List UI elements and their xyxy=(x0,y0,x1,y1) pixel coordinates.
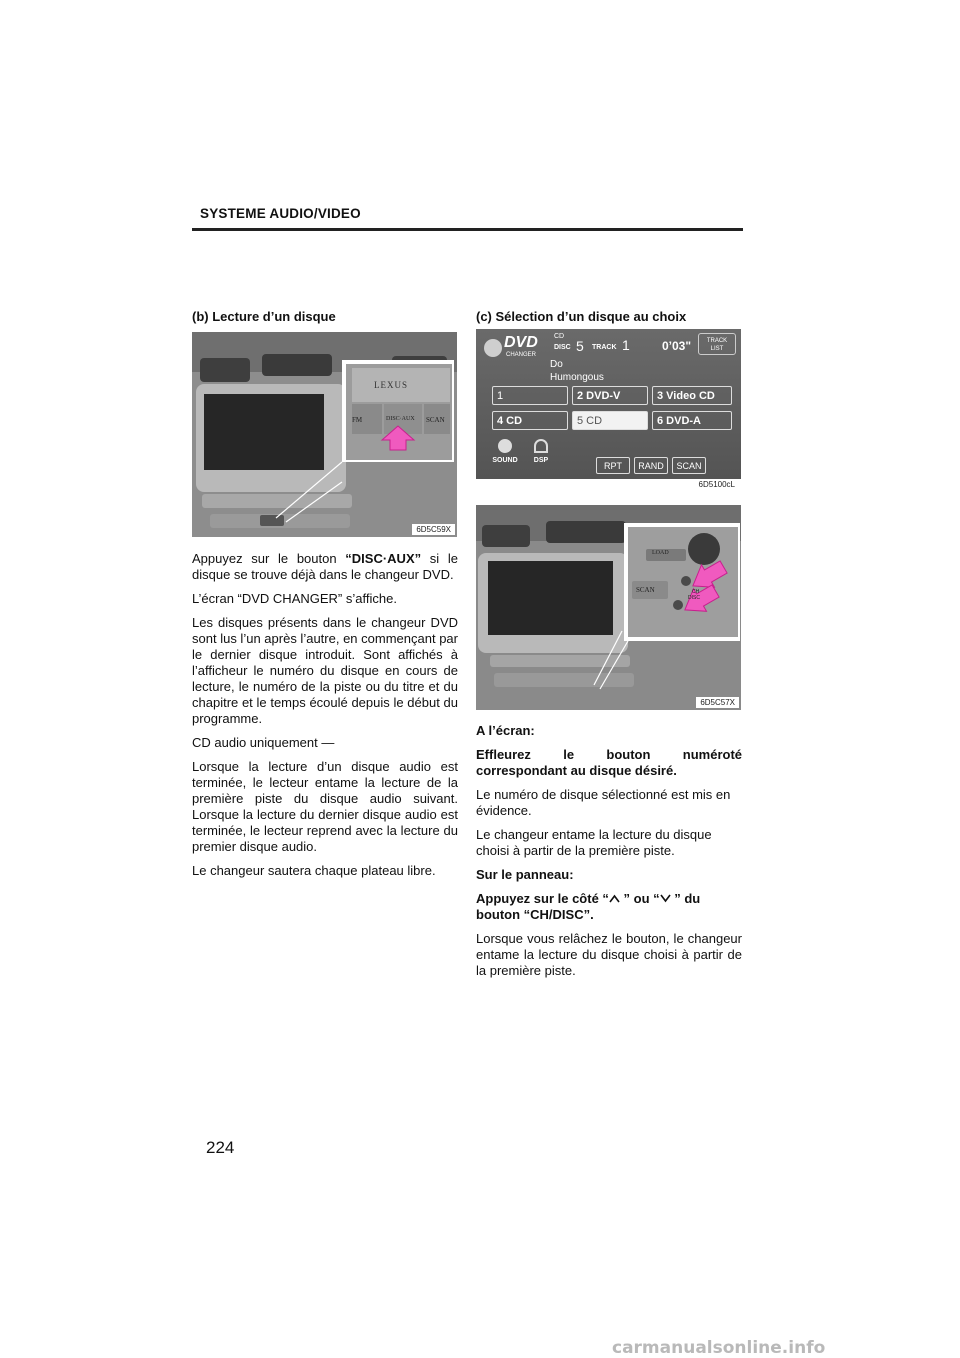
subheading-on-panel: Sur le panneau: xyxy=(476,867,574,882)
paragraph-disc-aux xyxy=(192,551,458,583)
text-run: si le disque se trouve déjà dans le changeur DVD. xyxy=(192,551,459,582)
panel-button-fm: FM xyxy=(352,416,363,424)
heading-selection-disque: (c) Sélection d’un disque au choix xyxy=(476,309,687,324)
subheading-on-screen: A l’écran: xyxy=(476,723,535,738)
paragraph: Le numéro de disque sélectionné est mis en évidence. xyxy=(476,787,731,818)
track-list-label-1: TRACK xyxy=(706,338,728,344)
sound-icon xyxy=(498,439,512,453)
disc-button-label: 2 DVD-V xyxy=(577,390,621,402)
text-run: Appuyez sur le bouton xyxy=(192,551,346,566)
figure-dvd-changer-screen xyxy=(476,329,741,492)
screen-track-number: 1 xyxy=(622,337,630,353)
paragraph: L’écran “DVD CHANGER” s’affiche. xyxy=(192,591,397,606)
screen-changer-label: CHANGER xyxy=(506,352,537,358)
disc-button-label: 3 Video CD xyxy=(657,390,715,402)
rpt-button[interactable] xyxy=(596,457,630,474)
rand-label: RAND xyxy=(638,461,664,471)
instruction-touch-button: Effleurez le bouton numéroté correspondant au disque désiré. xyxy=(476,747,742,778)
figure-code: 6D5100cL xyxy=(695,479,739,490)
scan-panel-label: SCAN xyxy=(636,586,655,594)
left-column-text xyxy=(192,551,458,887)
sound-label: SOUND xyxy=(492,457,518,464)
disc-button-2[interactable] xyxy=(572,386,648,405)
track-list-label-2: LIST xyxy=(710,346,724,352)
header-rule xyxy=(192,228,743,231)
paragraph: Le changeur sautera chaque plateau libre. xyxy=(192,863,436,878)
ch-label: CH xyxy=(692,589,700,595)
watermark: carmanualsonline.info xyxy=(612,1338,826,1358)
text-run-button-name: “DISC·AUX” xyxy=(345,551,422,566)
panel-brand-label: LEXUS xyxy=(374,380,408,390)
scan-button[interactable] xyxy=(672,457,706,474)
disc-panel-label: DISC xyxy=(688,595,700,601)
figure-code: 6D5C57X xyxy=(696,697,739,708)
paragraph: Le changeur entame la lecture du disque choisi à partir de la première piste. xyxy=(476,827,712,858)
text-run: ” du bouton “CH/DISC”. xyxy=(476,891,701,922)
text-run: ” ou “ xyxy=(619,891,660,906)
scan-label: SCAN xyxy=(676,461,702,471)
screen-dvd-logo: DVD xyxy=(504,334,538,351)
disc-button-1[interactable] xyxy=(492,386,568,405)
rpt-label: RPT xyxy=(604,461,622,471)
paragraph: Lorsque vous relâchez le bouton, le changeur entame la lecture du disque choisi à partir de la première piste. xyxy=(476,931,742,978)
paragraph: Les disques présents dans le changeur DVD sont lus l’un après l’autre, en commençant par le dernier disque introduit. Sont affichés à l’afficheur le numéro du disque en cours de lecture, le numéro de la piste ou du titre et du chapitre et le temps écoulé depuis le début du programme. xyxy=(192,615,458,726)
instruction-ch-disc xyxy=(476,891,742,923)
chevron-up-icon xyxy=(609,894,620,903)
figure-code: 6D5C59X xyxy=(412,524,455,535)
disc-button-3[interactable] xyxy=(652,386,732,405)
chevron-down-icon xyxy=(660,894,671,903)
screen-title-line-2: Humongous xyxy=(550,372,604,383)
rand-button[interactable] xyxy=(634,457,668,474)
dsp-button[interactable] xyxy=(528,439,554,471)
screen-time: 0’03" xyxy=(662,339,692,353)
sound-button[interactable] xyxy=(490,439,520,471)
screen-disc-label: DISC xyxy=(554,344,571,351)
load-label: LOAD xyxy=(652,550,669,556)
dsp-icon xyxy=(534,439,548,453)
page-number: 224 xyxy=(206,1138,235,1157)
heading-lecture-disque: (b) Lecture d’un disque xyxy=(192,309,336,324)
right-column-text xyxy=(476,723,742,987)
dsp-label: DSP xyxy=(533,457,549,464)
figure-dashboard-disc-aux xyxy=(192,332,457,537)
figure-dashboard-ch-disc xyxy=(476,505,741,710)
panel-button-disc-aux: DISC·AUX xyxy=(386,416,415,422)
text-run: Appuyez sur le côté “ xyxy=(476,891,609,906)
track-list-button[interactable] xyxy=(698,333,736,355)
section-title: SYSTEME AUDIO/VIDEO xyxy=(200,206,361,221)
disc-button-6[interactable] xyxy=(652,411,732,430)
paragraph: Lorsque la lecture d’un disque audio est terminée, le lecteur entame la lecture de la première piste du disque audio suivant. Lorsque la lecture du dernier disque audio est terminée, le lecteur reprend avec la lecture du premier disque audio. xyxy=(192,759,458,854)
disc-button-4[interactable] xyxy=(492,411,568,430)
panel-button-scan: SCAN xyxy=(426,416,445,424)
disc-button-5-selected[interactable] xyxy=(572,411,648,430)
disc-button-label: 6 DVD-A xyxy=(657,415,702,427)
paragraph: CD audio uniquement — xyxy=(192,735,335,750)
screen-cd-label: CD xyxy=(554,333,565,340)
disc-button-label: 1 xyxy=(497,390,504,402)
screen-disc-number: 5 xyxy=(576,338,584,354)
disc-icon xyxy=(484,339,502,357)
screen-track-label: TRACK xyxy=(592,344,617,351)
disc-button-label: 4 CD xyxy=(497,415,523,427)
disc-button-label: 5 CD xyxy=(577,415,603,427)
screen-title-line-1: Do xyxy=(550,359,563,370)
